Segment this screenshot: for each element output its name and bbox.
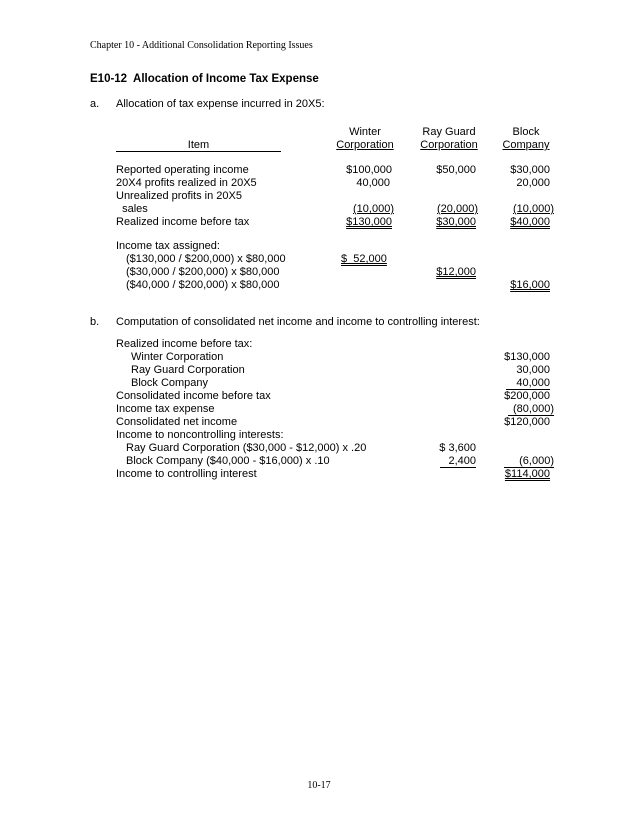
row-unrealized-winter: (10,000) bbox=[353, 203, 394, 215]
b-ray-label: Ray Guard Corporation bbox=[131, 364, 245, 376]
b-tax-expense-value-wrap bbox=[480, 403, 554, 416]
row-reported-label: Reported operating income bbox=[116, 164, 249, 176]
b-block-label: Block Company bbox=[131, 377, 209, 389]
tax-block-calc: ($40,000 / $200,000) x $80,000 bbox=[126, 279, 280, 291]
col-item-header: Item bbox=[116, 139, 281, 152]
row-realized-ray: $30,000 bbox=[436, 216, 476, 228]
tax-winter-calc: ($130,000 / $200,000) x $80,000 bbox=[126, 253, 286, 265]
page-number: 10-17 bbox=[307, 780, 331, 791]
b-cons-before-tax-value: $200,000 bbox=[504, 390, 550, 402]
b-nci-block-label: Block Company ($40,000 - $16,000) x .10 bbox=[126, 455, 330, 467]
col-winter-line1: Winter bbox=[349, 126, 381, 138]
part-b-label: b. bbox=[90, 316, 100, 328]
col-winter-line2: Corporation bbox=[336, 139, 394, 151]
col-block-line1: Block bbox=[512, 126, 540, 138]
row-realized-winter: $130,000 bbox=[346, 216, 392, 228]
row-realized20x4-block: 20,000 bbox=[516, 177, 550, 189]
row-reported-ray: $50,000 bbox=[436, 164, 476, 176]
row-unrealized-label2: sales bbox=[116, 203, 148, 215]
b-block-value-wrap bbox=[480, 377, 550, 390]
b-cons-before-tax-label: Consolidated income before tax bbox=[116, 390, 271, 402]
row-realized20x4-winter: 40,000 bbox=[356, 177, 390, 189]
b-winter-label: Winter Corporation bbox=[131, 351, 224, 363]
b-cons-net-label: Consolidated net income bbox=[116, 416, 238, 428]
b-winter-value: $130,000 bbox=[504, 351, 550, 363]
row-unrealized-label1: Unrealized profits in 20X5 bbox=[116, 190, 242, 202]
b-nci-block-value-wrap bbox=[400, 455, 476, 468]
row-realized-block: $40,000 bbox=[510, 216, 550, 228]
b-controlling-value: $114,000 bbox=[504, 468, 550, 480]
b-cons-net-value: $120,000 bbox=[504, 416, 550, 428]
b-nci-label: Income to noncontrolling interests: bbox=[116, 429, 284, 441]
row-unrealized-block: (10,000) bbox=[513, 203, 554, 215]
row-reported-block: $30,000 bbox=[510, 164, 550, 176]
b-ray-value: 30,000 bbox=[516, 364, 550, 376]
b-tax-expense-value: (80,000) bbox=[508, 404, 554, 416]
row-realized-label: Realized income before tax bbox=[116, 216, 250, 228]
chapter-header: Chapter 10 - Additional Consolidation Reporting Issues bbox=[90, 40, 313, 51]
tax-ray-calc: ($30,000 / $200,000) x $80,000 bbox=[126, 266, 280, 278]
part-b-intro: Computation of consolidated net income and income to controlling interest: bbox=[116, 316, 480, 328]
tax-winter-value: $ 52,000 bbox=[341, 253, 387, 265]
b-block-value: 40,000 bbox=[506, 378, 550, 390]
part-a-label: a. bbox=[90, 98, 100, 110]
b-controlling-label: Income to controlling interest bbox=[116, 468, 257, 480]
row-reported-winter: $100,000 bbox=[346, 164, 392, 176]
b-nci-total-value-wrap bbox=[480, 455, 554, 468]
b-nci-ray-label: Ray Guard Corporation ($30,000 - $12,000) x .20 bbox=[126, 442, 367, 454]
col-ray-line2: Corporation bbox=[420, 139, 478, 151]
part-a-intro: Allocation of tax expense incurred in 20X5: bbox=[116, 98, 325, 110]
col-ray-line1: Ray Guard bbox=[422, 126, 476, 138]
col-block-line2: Company bbox=[502, 139, 550, 151]
row-realized20x4-label: 20X4 profits realized in 20X5 bbox=[116, 177, 257, 189]
exercise-title: E10-12 Allocation of Income Tax Expense bbox=[90, 73, 319, 85]
b-realized-label: Realized income before tax: bbox=[116, 338, 253, 350]
tax-assigned-label: Income tax assigned: bbox=[116, 240, 220, 252]
b-tax-expense-label: Income tax expense bbox=[116, 403, 215, 415]
b-nci-ray-value: $ 3,600 bbox=[439, 442, 476, 454]
b-nci-block-value: 2,400 bbox=[440, 456, 476, 468]
b-nci-total-value: (6,000) bbox=[504, 456, 554, 468]
tax-ray-value: $12,000 bbox=[436, 266, 476, 278]
row-unrealized-ray: (20,000) bbox=[437, 203, 478, 215]
tax-block-value: $16,000 bbox=[510, 279, 550, 291]
